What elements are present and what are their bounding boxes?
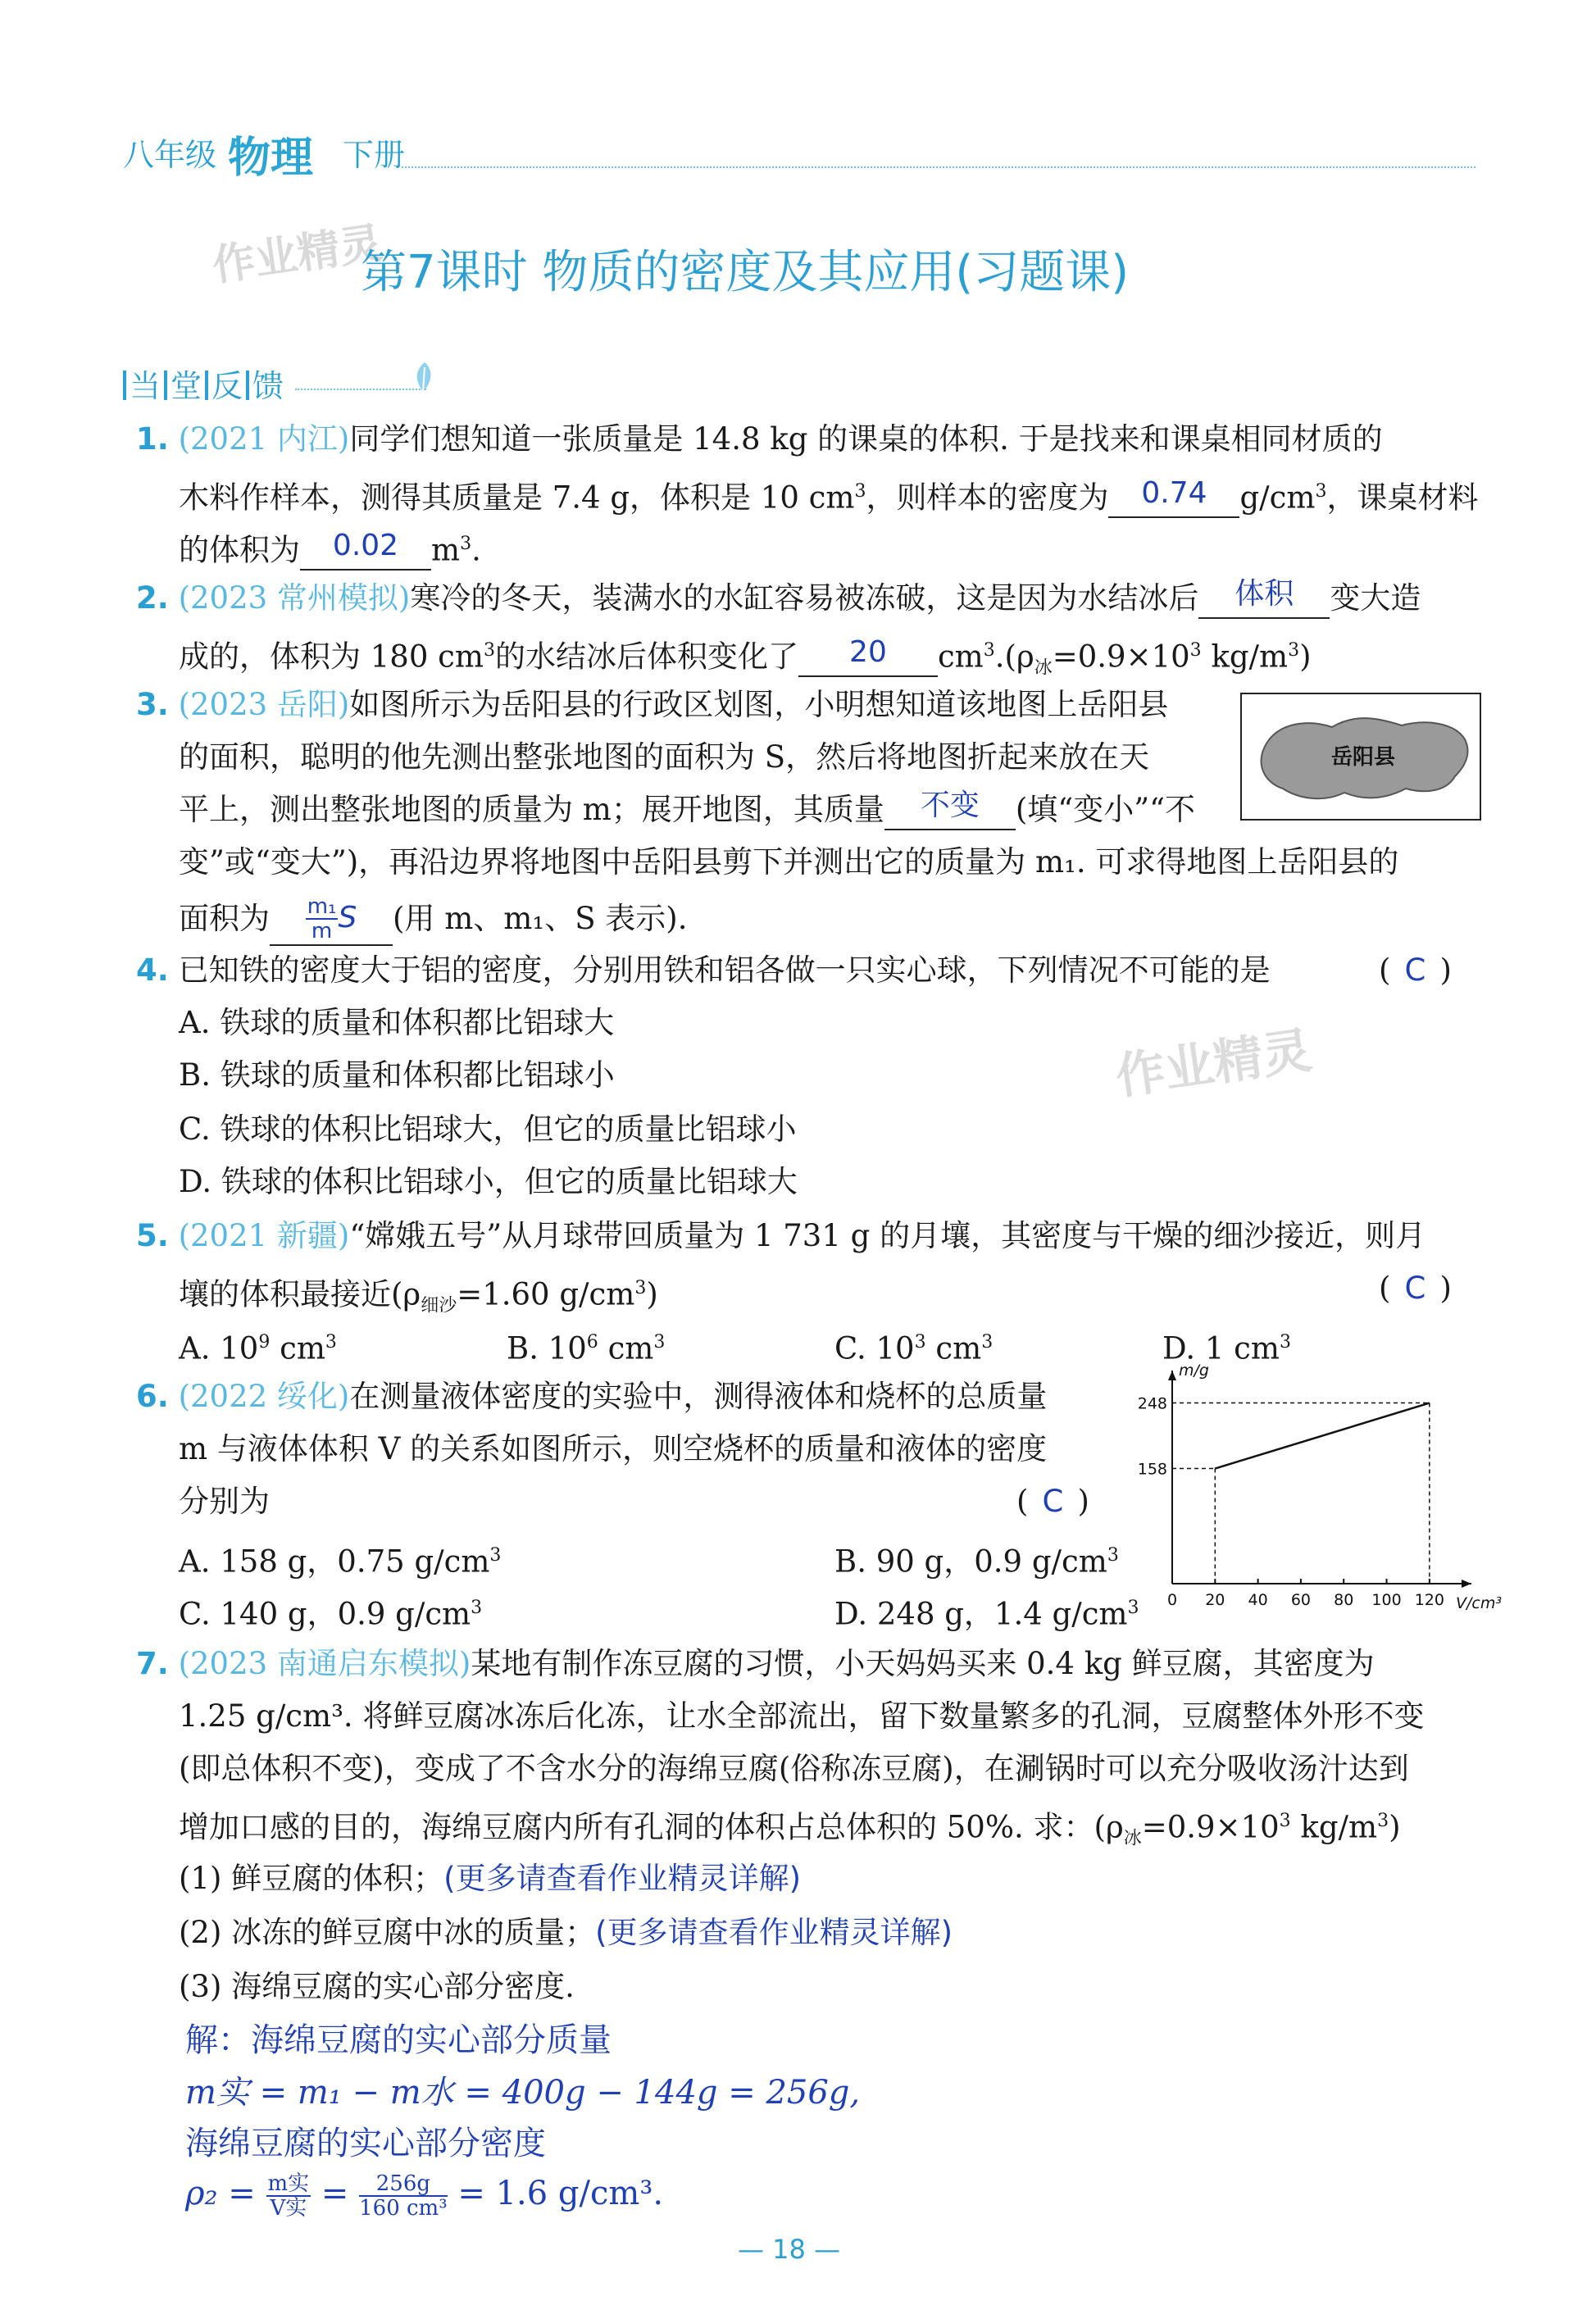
q5-line2: 壤的体积最接近($\rho_{细沙}=1.60$ $g/cm^3$) xyxy=(179,1276,658,1316)
q3-answer-2: $\frac{\text{m₁}}{m}$ S xyxy=(307,894,357,943)
mass-volume-graph xyxy=(1137,1362,1502,1615)
q1-line1: 1. (2021 内江)同学们想知道一张质量是 14.8 kg 的课桌的体积. 于是找来和课桌相同材质的 xyxy=(136,421,1383,457)
watermark-logo-2: 作业精灵 xyxy=(1112,1021,1316,1107)
q1-line2: 木料作样本，测得其质量是 7.4 g，体积是 10 $cm^3$，则样本的密度为 0.74 $g/cm^3$，课桌材料 xyxy=(179,474,1478,518)
q3-line2: 的面积，聪明的他先测出整张地图的面积为 S，然后将地图折起来放在天 xyxy=(179,739,1150,775)
q2-line2: 成的，体积为 180 $cm^3$的水结冰后体积变化了 20 $cm^3.(\rho_冰=0.9\times 10^3$ $kg/m^3$) xyxy=(179,635,1312,679)
q4-answer: ( C ) xyxy=(1379,952,1452,988)
page-number: — 18 — xyxy=(738,2234,841,2265)
page-header xyxy=(123,123,1476,183)
q7-part1-link: (更多请查看作业精灵详解) xyxy=(443,1861,802,1896)
x-tick-label: 20 xyxy=(1205,1591,1225,1609)
q5-line1: 5. (2021 新疆)“嫦娥五号”从月球带回质量为 1 731 g 的月壤，其密度与干燥的细沙接近，则月 xyxy=(136,1218,1426,1253)
q2-answer-2: 20 xyxy=(849,635,887,670)
section-label: 当 堂 反 馈 xyxy=(120,361,284,406)
q5-option-c: C. $10^3$ $cm^3$ xyxy=(834,1330,994,1366)
q1-answer-density: 0.74 xyxy=(1141,476,1207,511)
x-axis-arrow xyxy=(1462,1580,1471,1588)
leaf-icon xyxy=(408,361,438,393)
solution-line1: 解：海绵豆腐的实心部分质量 xyxy=(185,2021,612,2059)
q3-answer-1: 不变 xyxy=(920,789,980,822)
q7-part2: (2) 冰冻的鲜豆腐中冰的质量；(更多请查看作业精灵详解) xyxy=(179,1915,953,1950)
q4-option-b: B. 铁球的质量和体积都比铝球小 xyxy=(179,1057,615,1093)
header-grade: 八年级 xyxy=(123,137,217,173)
x-tick-label: 40 xyxy=(1248,1591,1268,1609)
x-tick-label: 100 xyxy=(1371,1591,1402,1609)
section-rule xyxy=(295,389,426,390)
q6-option-a: A. 158 g，0.75 $g/cm^3$ xyxy=(179,1543,502,1580)
x-tick-label: 80 xyxy=(1334,1591,1354,1609)
solution-line2: m实 = m₁ − m水 = 400g − 144g = 256g, xyxy=(185,2074,861,2112)
header-subject: 物理 xyxy=(228,134,314,183)
y-axis-label: m/g xyxy=(1179,1362,1209,1380)
y-tick-label: 248 xyxy=(1137,1394,1167,1413)
header-rule xyxy=(402,166,1476,168)
q6-option-d: D. 248 g，1.4 $g/cm^3$ xyxy=(834,1596,1139,1632)
q5-option-b: B. $10^6$ $cm^3$ xyxy=(507,1330,666,1366)
q6-line2: m 与液体体积 V 的关系如图所示，则空烧杯的质量和液体的密度 xyxy=(179,1431,1048,1466)
q6-answer: ( C ) xyxy=(1016,1484,1089,1519)
q4-stem: 4. 已知铁的密度大于铝的密度，分别用铁和铝各做一只实心球，下列情况不可能的是 xyxy=(136,952,1271,988)
q1-line3: 的体积为 0.02 $m^3$. xyxy=(179,526,481,571)
y-tick-label: 158 xyxy=(1137,1460,1167,1479)
q6-line3: 分别为 xyxy=(179,1484,270,1519)
solution-line4: ρ₂ = $\frac{\text{m实}}{\text{V实}}$ = $\frac{256g}{\text{160 cm³}}$ = 1.6 g/cm³. xyxy=(185,2171,664,2221)
x-tick-label: 0 xyxy=(1166,1591,1178,1609)
q6-line1: 6. (2022 绥化)在测量液体密度的实验中，测得液体和烧杯的总质量 xyxy=(136,1379,1048,1414)
q7-part2-link: (更多请查看作业精灵详解) xyxy=(595,1915,953,1950)
q7-line4: 增加口感的目的，海绵豆腐内所有孔洞的体积占总体积的 50%. 求：($\rho_冰=0.9\times 10^3$ $kg/m^3$) xyxy=(179,1809,1401,1849)
q7-part1: (1) 鲜豆腐的体积；(更多请查看作业精灵详解) xyxy=(179,1861,802,1896)
x-tick-label: 120 xyxy=(1414,1591,1444,1609)
q4-option-d: D. 铁球的体积比铝球小，但它的质量比铝球大 xyxy=(179,1164,798,1199)
q1-answer-volume: 0.02 xyxy=(332,529,399,563)
header-volume: 下册 xyxy=(343,137,406,173)
y-axis-arrow xyxy=(1168,1371,1176,1380)
q3-line3: 平上，测出整张地图的质量为 m；展开地图，其质量 不变 (填“变小”“不 xyxy=(179,792,1195,830)
lesson-title: 第7课时 物质的密度及其应用(习题课) xyxy=(361,246,1130,299)
q6-option-b: B. 90 g，0.9 $g/cm^3$ xyxy=(834,1543,1119,1580)
q7-line2: 1.25 g/cm³. 将鲜豆腐冰冻后化冻，让水全部流出，留下数量繁多的孔洞，豆腐整体外形不变 xyxy=(179,1698,1425,1734)
watermark-logo: 作业精灵 xyxy=(209,218,385,292)
series-line xyxy=(1215,1403,1430,1469)
q7-line1: 7. (2023 南通启东模拟)某地有制作冻豆腐的习惯，小天妈妈买来 0.4 kg 鲜豆腐，其密度为 xyxy=(136,1646,1375,1681)
q7-line3: (即总体积不变)，变成了不含水分的海绵豆腐(俗称冻豆腐)，在涮锅时可以充分吸收汤汁达到 xyxy=(179,1751,1409,1786)
solution-line3: 海绵豆腐的实心部分密度 xyxy=(185,2125,546,2162)
x-axis-label: V/cm³ xyxy=(1456,1594,1502,1612)
q2-answer-1: 体积 xyxy=(1235,577,1294,611)
q3-line5: 面积为 $\frac{\text{m₁}}{m}$ S (用 m、m₁、S 表示). xyxy=(179,897,688,946)
map-label: 岳阳县 xyxy=(1330,745,1396,770)
q5-answer: ( C ) xyxy=(1379,1271,1452,1306)
q2-line1: 2. (2023 常州模拟)寒冷的冬天，装满水的水缸容易被冻破，这是因为水结冰后 体积 变大造 xyxy=(136,580,1421,619)
q7-part3: (3) 海绵豆腐的实心部分密度. xyxy=(179,1969,575,2004)
q3-line1: 3. (2023 岳阳)如图所示为岳阳县的行政区划图，小明想知道该地图上岳阳县 xyxy=(136,687,1169,722)
q3-line4: 变”或“变大”)，再沿边界将地图中岳阳县剪下并测出它的质量为 m₁. 可求得地图上岳阳县的 xyxy=(179,844,1399,880)
q4-option-a: A. 铁球的质量和体积都比铝球大 xyxy=(179,1005,615,1040)
q5-option-a: A. $10^9$ $cm^3$ xyxy=(179,1330,337,1366)
x-tick-label: 60 xyxy=(1290,1591,1312,1609)
q6-option-c: C. 140 g，0.9 $g/cm^3$ xyxy=(179,1596,483,1632)
map-figure xyxy=(1240,693,1481,821)
q4-option-c: C. 铁球的体积比铝球大，但它的质量比铝球小 xyxy=(179,1112,797,1147)
q5-option-d: D. 1 $cm^3$ xyxy=(1162,1330,1291,1366)
